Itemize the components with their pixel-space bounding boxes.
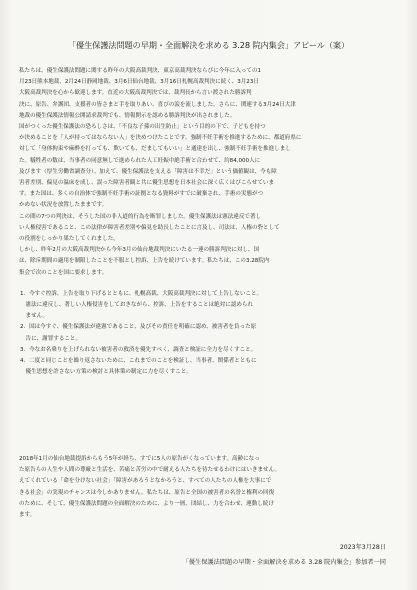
demand-item-3: 3．今なお名乗りを上げられない被害者の救済を優先すべく、調査と検証に全力を尽くすこと。: [20, 346, 257, 353]
document-signer: 「優生保護法問題の早期・全面解決を求める 3.28 院内集会」参加者一同: [182, 559, 386, 566]
closing-section: [19, 454, 404, 521]
intro-paragraph-2: 国がつくった優生保護法の恐ろしさは、「不良な子孫の出生防止」という目的の下で、子どもを持つ か決めることを「人が持ってはならない人」を決めつけたことです。強制不妊手術を推進するために、都道府県に 対して「身体拘束や麻酔を打っても、欺いても、だましてもいい」と通達を出し、強制不妊手術を推進しまし た。犠牲者の数は、当事者の同意無しで進められた人工妊娠中絶手術と合わせて、約84,000人に 及びます（厚生労働省調査分）。加えて、優生保護法を支える「障害は不幸だ」という価値観は、今も障 害者差別、偏見の温床を成し、誤った障害者観と共に優生思想を日本社会に深く広くはびこらせていま す。また国は、多くの自治体で強制不妊手術の証拠となる資料がすでに破棄され、手術の実態がつ かめない状況を放置したままです。: [19, 124, 302, 209]
demand-item-2: 2．国は今すぐ、優生保護法が違憲であること、及びその責任を明確に認め、被害者を負った原 告に、謝罪すること。: [20, 324, 257, 342]
demand-item-1: 1．今すぐ控訴、上告を取り下げるとともに、札幌高裁、大阪高裁判決に対して上告しないこと。 憲法に違反し、著しい人権侵害をしておきながら、控訴、上告をすることは絶対に認められ ません。: [20, 290, 263, 320]
demand-item-4: 4．二度と同じことを繰り返さないために、これまでのことを検証し、当事者、関係者とともに 優生思想を許さない方策の検討と具体策の制定に力を尽くすこと。: [20, 358, 257, 376]
document-body: [19, 66, 404, 378]
document-date: 2023年3月28日: [339, 544, 386, 551]
intro-paragraph-4: しかし、昨年2月の大阪高裁判決から今年3月の仙台地裁判決にいたる一連の勝訴判決に対し、国 は、除斥期間の適用を制限したことを不服とし控訴、上告を続けています。私たちは、この3.28院内 集会で次のことを国に要求します。: [19, 247, 270, 276]
demands-list: [19, 289, 404, 379]
intro-paragraph-3: この間の7つの判決は、そうした国の非人道的行為を断罪しました。優生保護法は憲法違反で著し い人権侵害であること、この法律が障害者差別や偏見を助長したことに言及し、司法は、人権の砦として の役割をしっかり果たしてくれました。: [19, 213, 280, 243]
intro-paragraph-1: 私たちは、優生保護法問題に関する昨年の大阪高裁判決、東京高裁判決ならびに今年に入っての1 月23日熊本地裁、2月24日静岡地裁、3月6日仙台地裁、3月16日札幌高裁判決に続く、3月23日 大阪高裁判決を心から歓迎します。直近の大阪高裁判決では、裁判長から言い渡された勝訴判 決に、原告、弁護団、支援者の皆さまと手を取りあい、喜びの涙を流しました。さらに、関連する3月24日大津 地裁の優生保護法情報公開請求裁判でも、情報開示を認める勝訴判決が出されました。: [19, 68, 296, 119]
document-title: 「優生保護法問題の早期・全面解決を求める 3.28 院内集会」アピール（案）: [67, 40, 350, 50]
closing-paragraph: 2018年1月の仙台地裁提訴からもう5年が経ち、すでに5人の原告がくなっています。高齢になっ た原告らの人生や人間の尊厳と生活を、苦痛と苦労の中で耐える人たちを待たせるわけにはいきません。 えてくれている「命を分けない社会」「障害があろうとなかろうと、すべての人たちの人権を大事にで きる社会」の実現のチャンスは今しかありません。私たちは、原告と全国の被害者の名誉と権利の回復 のために、そして、優生保護法問題の全面解決のために、より一層、団結し、力を合わせ、運動し続け ます。: [19, 456, 281, 519]
